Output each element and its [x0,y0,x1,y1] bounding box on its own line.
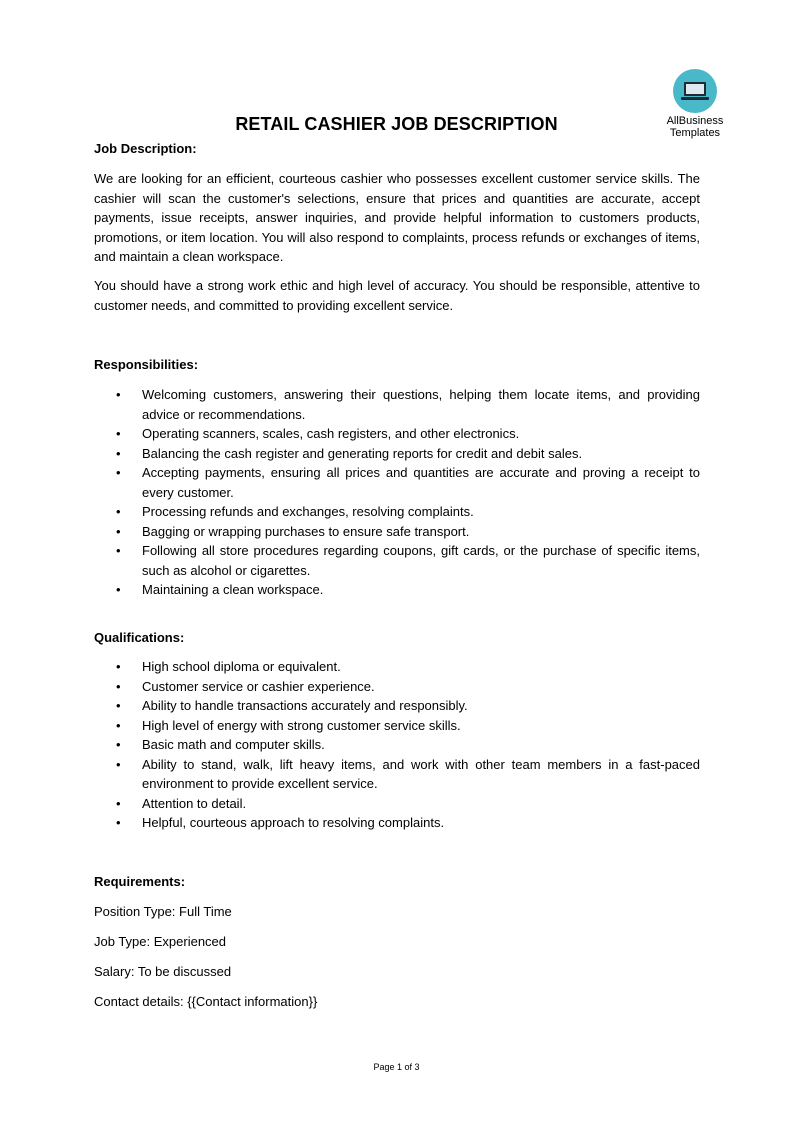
qualifications-heading: Qualifications: [94,630,185,645]
list-item: • Maintaining a clean workspace. [94,580,700,600]
logo-line-1: AllBusiness [666,115,724,127]
job-description-section [94,139,700,159]
list-item: • Customer service or cashier experience. [94,677,700,697]
responsibilities-list-block [94,385,700,600]
list-item: • Operating scanners, scales, cash registers, and other electronics. [94,424,700,444]
page-number: Page 1 of 3 [373,1062,420,1072]
list-item: • Processing refunds and exchanges, resolving complaints. [94,502,700,522]
contact-details: Contact details: {{Contact information}} [94,994,318,1009]
list-item: • Bagging or wrapping purchases to ensure safe transport. [94,522,700,542]
laptop-icon [673,69,717,113]
list-item: • Ability to stand, walk, lift heavy items, and work with other team members in a fast-paced environment to provide excellent service. [94,755,700,794]
document-title: RETAIL CASHIER JOB DESCRIPTION [235,114,558,134]
responsibilities-heading-block [94,355,700,375]
job-description-heading: Job Description: [94,141,197,156]
requirements-heading: Requirements: [94,874,186,889]
job-description-paragraph-1-block [94,169,700,267]
list-item: • Following all store procedures regarding coupons, gift cards, or the purchase of specific items, such as alcohol or cigarettes. [94,541,700,580]
list-item: • Attention to detail. [94,794,700,814]
job-type: Job Type: Experienced [94,934,227,949]
job-description-paragraph-2-block [94,276,700,315]
qualifications-heading-block [94,628,700,648]
responsibilities-list [94,385,700,600]
salary-block [94,962,700,982]
list-item: • Accepting payments, ensuring all prices and quantities are accurate and proving a receipt to every customer. [94,463,700,502]
position-type: Position Type: Full Time [94,904,232,919]
job-type-block [94,932,700,952]
job-description-paragraph-2: You should have a strong work ethic and high level of accuracy. You should be responsible, attentive to customer needs, and committed to providing excellent service. [94,278,700,313]
salary: Salary: To be discussed [94,964,232,979]
requirements-heading-block [94,872,700,892]
position-type-block [94,902,700,922]
list-item: • Welcoming customers, answering their questions, helping them locate items, and providing advice or recommendations. [94,385,700,424]
list-item: • Balancing the cash register and generating reports for credit and debit sales. [94,444,700,464]
list-item: • High school diploma or equivalent. [94,657,700,677]
list-item: • Ability to handle transactions accurately and responsibly. [94,696,700,716]
job-description-paragraph-1: We are looking for an efficient, courteous cashier who possesses excellent customer service skills. The cashier will scan the customer's selections, ensure that prices and quantities are accurate, accept payments, issue receipts, answer inquiries, and provide helpful information to customers products, promotions, or item location. You will also respond to complaints, process refunds or exchanges of items, and maintain a clean workspace. [94,171,700,264]
contact-details-block [94,992,700,1012]
list-item: • Basic math and computer skills. [94,735,700,755]
responsibilities-heading: Responsibilities: [94,357,199,372]
qualifications-list-block [94,657,700,833]
logo-line-2: Templates [669,127,721,139]
list-item: • High level of energy with strong customer service skills. [94,716,700,736]
list-item: • Helpful, courteous approach to resolving complaints. [94,813,700,833]
qualifications-list [94,657,700,833]
